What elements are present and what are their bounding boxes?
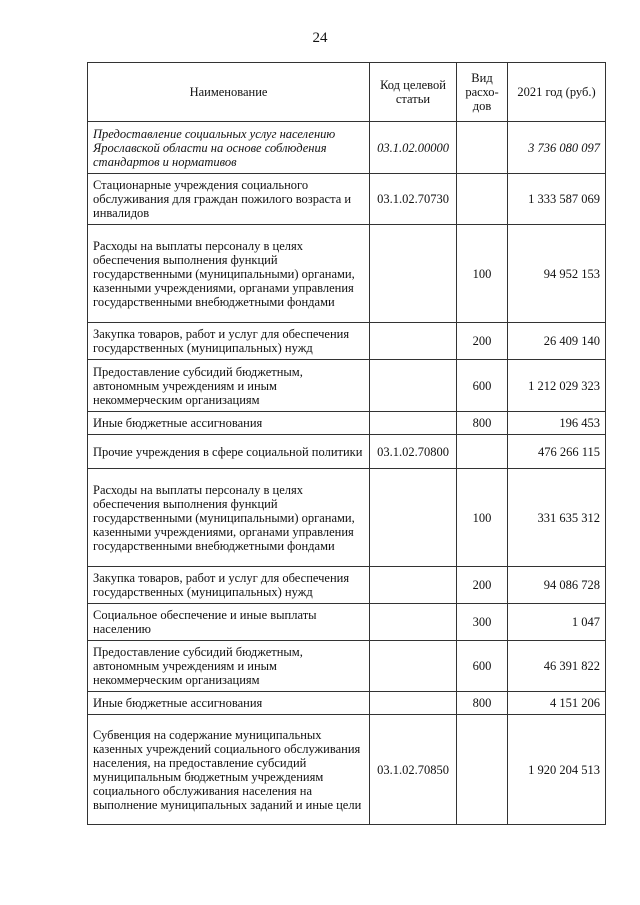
row-name: Иные бюджетные ассигнования	[88, 692, 370, 715]
row-code: 03.1.02.00000	[370, 122, 457, 174]
row-name: Предоставление субсидий бюджетным, автономным учреждениям и иным некоммерческим организациям	[88, 360, 370, 412]
table-row	[88, 225, 606, 323]
row-type: 800	[457, 692, 508, 715]
row-name: Социальное обеспечение и иные выплаты населению	[88, 604, 370, 641]
row-code: 03.1.02.70800	[370, 435, 457, 469]
table-row	[88, 360, 606, 412]
row-name: Субвенция на содержание муниципальных казенных учреждений социального обслуживания населения, на предоставление субсидий муниципальным бюджетным учреждениям социального обслуживания населения на выполнение муниципальных заданий и иные цели	[88, 715, 370, 825]
row-name: Закупка товаров, работ и услуг для обеспечения государственных (муниципальных) нужд	[88, 323, 370, 360]
row-code	[370, 360, 457, 412]
row-type: 800	[457, 412, 508, 435]
page-number: 24	[312, 30, 328, 46]
row-code	[370, 323, 457, 360]
row-code	[370, 641, 457, 692]
table-body	[88, 122, 606, 825]
table-row	[88, 412, 606, 435]
row-amount: 3 736 080 097	[508, 122, 606, 174]
row-code	[370, 604, 457, 641]
row-type: 600	[457, 641, 508, 692]
row-amount: 26 409 140	[508, 323, 606, 360]
row-code	[370, 225, 457, 323]
table-row	[88, 174, 606, 225]
row-code	[370, 469, 457, 567]
row-amount: 196 453	[508, 412, 606, 435]
table-row	[88, 715, 606, 825]
table-row	[88, 604, 606, 641]
row-code	[370, 412, 457, 435]
row-name: Стационарные учреждения социального обслуживания для граждан пожилого возраста и инвалидов	[88, 174, 370, 225]
table-header-row	[88, 63, 606, 122]
table-row	[88, 641, 606, 692]
row-amount: 1 047	[508, 604, 606, 641]
row-name: Прочие учреждения в сфере социальной политики	[88, 435, 370, 469]
table-row	[88, 692, 606, 715]
table-row	[88, 435, 606, 469]
row-amount: 1 212 029 323	[508, 360, 606, 412]
row-type: 100	[457, 225, 508, 323]
row-amount: 94 952 153	[508, 225, 606, 323]
header-code: Код целевой статьи	[370, 63, 457, 122]
row-name: Расходы на выплаты персоналу в целях обеспечения выполнения функций государственными (муниципальными) органами, казенными учреждениями, органами управления государственными внебюджетными фондами	[88, 469, 370, 567]
row-amount: 46 391 822	[508, 641, 606, 692]
row-amount: 4 151 206	[508, 692, 606, 715]
table-row	[88, 567, 606, 604]
table-row	[88, 323, 606, 360]
row-amount: 94 086 728	[508, 567, 606, 604]
header-type: Вид расхо-дов	[457, 63, 508, 122]
row-type: 600	[457, 360, 508, 412]
row-name: Иные бюджетные ассигнования	[88, 412, 370, 435]
row-code: 03.1.02.70730	[370, 174, 457, 225]
header-amount: 2021 год (руб.)	[508, 63, 606, 122]
row-type	[457, 122, 508, 174]
budget-table	[87, 62, 606, 825]
row-type	[457, 174, 508, 225]
row-type: 200	[457, 323, 508, 360]
row-name: Закупка товаров, работ и услуг для обеспечения государственных (муниципальных) нужд	[88, 567, 370, 604]
row-amount: 476 266 115	[508, 435, 606, 469]
table-row	[88, 469, 606, 567]
row-type: 300	[457, 604, 508, 641]
row-amount: 1 920 204 513	[508, 715, 606, 825]
row-code	[370, 567, 457, 604]
row-type	[457, 715, 508, 825]
row-amount: 331 635 312	[508, 469, 606, 567]
row-amount: 1 333 587 069	[508, 174, 606, 225]
header-name: Наименование	[88, 63, 370, 122]
row-type	[457, 435, 508, 469]
row-name: Расходы на выплаты персоналу в целях обеспечения выполнения функций государственными (муниципальными) органами, казенными учреждениями, органами управления государственными внебюджетными фондами	[88, 225, 370, 323]
row-code	[370, 692, 457, 715]
row-code: 03.1.02.70850	[370, 715, 457, 825]
table-row	[88, 122, 606, 174]
row-type: 200	[457, 567, 508, 604]
row-name: Предоставление социальных услуг населению Ярославской области на основе соблюдения стандартов и нормативов	[88, 122, 370, 174]
row-type: 100	[457, 469, 508, 567]
row-name: Предоставление субсидий бюджетным, автономным учреждениям и иным некоммерческим организациям	[88, 641, 370, 692]
